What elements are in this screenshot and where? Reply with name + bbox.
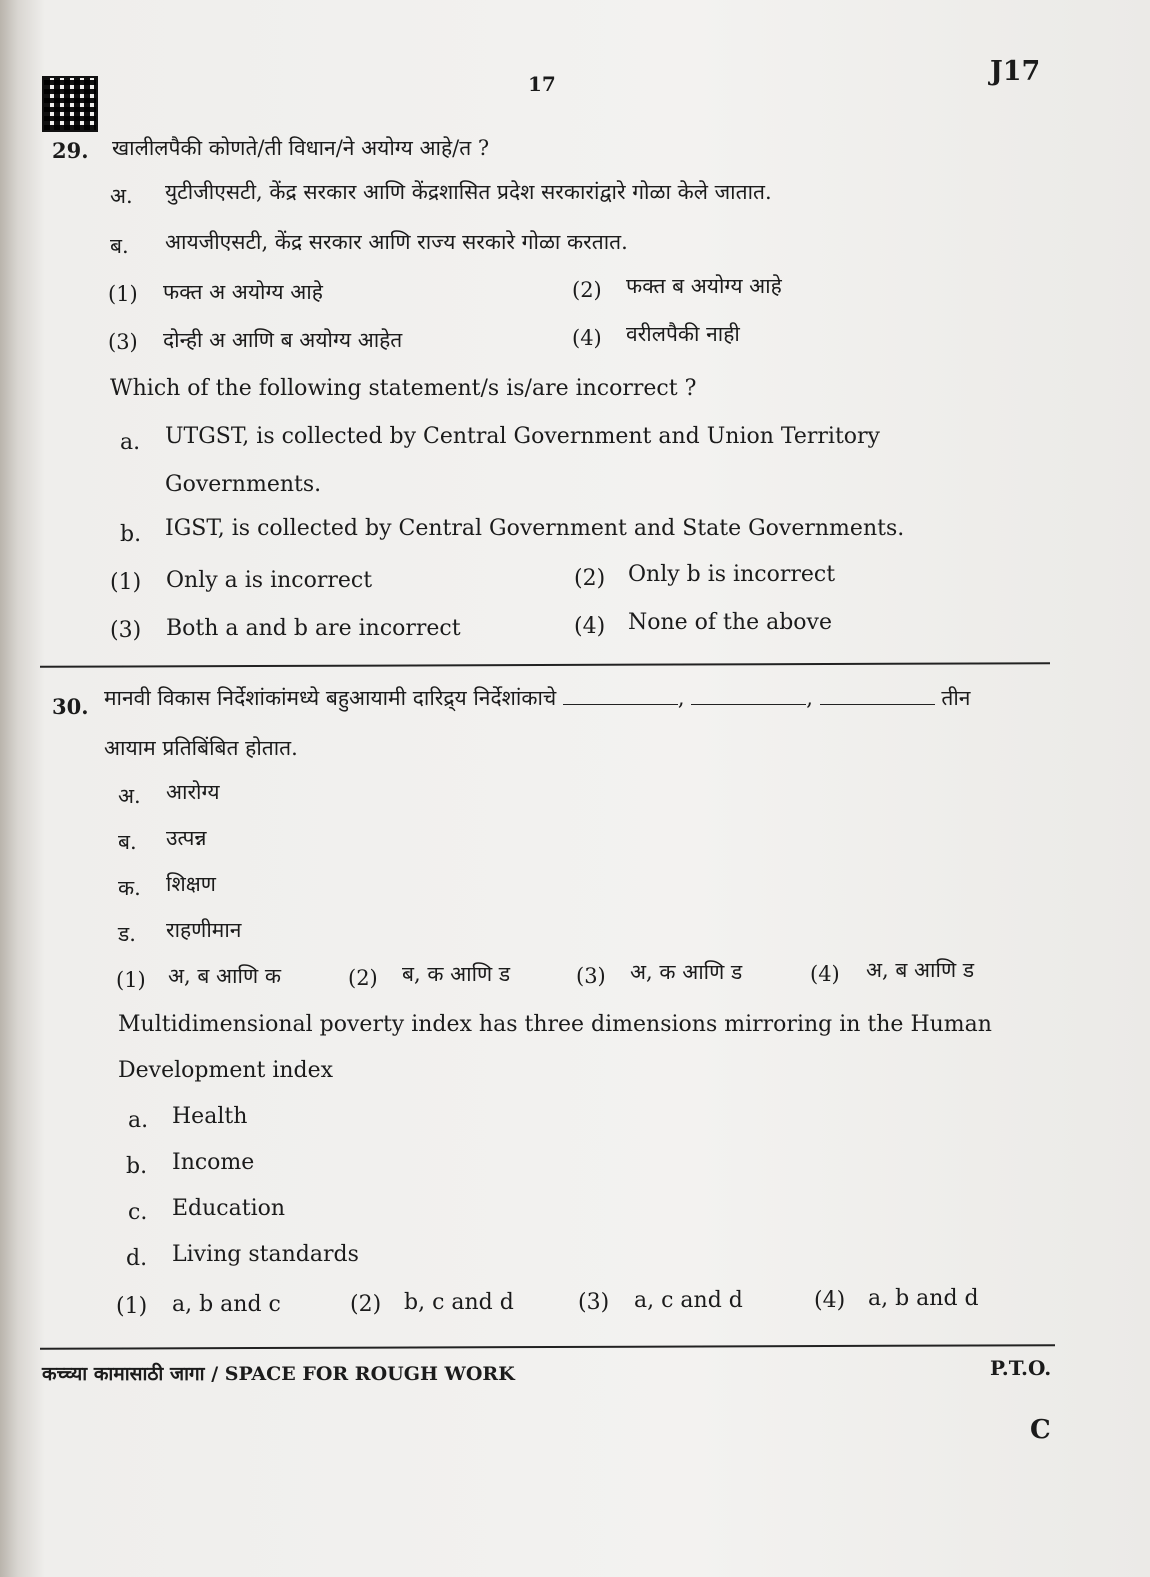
question-text-marathi: मानवी विकास निर्देशांकांमध्ये बहुआयामी दारिद्र्य निर्देशांकाचे , , तीन: [104, 686, 971, 710]
question-text-marathi: खालीलपैकी कोणते/ती विधान/ने अयोग्य आहे/त ?: [112, 136, 490, 160]
option-text: ब, क आणि ड: [402, 962, 511, 986]
option-text: फक्त अ अयोग्य आहे: [163, 280, 323, 304]
rough-work-label: कच्च्या कामासाठी जागा / SPACE FOR ROUGH WORK: [42, 1363, 515, 1385]
item-text: Living standards: [172, 1242, 359, 1267]
item-text: शिक्षण: [166, 872, 216, 896]
option-number: (1): [110, 570, 142, 595]
option-number: (4): [814, 1288, 846, 1313]
item-text: Health: [172, 1104, 248, 1129]
question-text-english: Multidimensional poverty index has three dimensions mirroring in the Human: [118, 1012, 992, 1037]
option-number: (4): [810, 962, 840, 986]
statement-label: ब.: [110, 234, 129, 258]
option-text: अ, ब आणि क: [168, 964, 281, 988]
item-label: d.: [126, 1246, 148, 1271]
statement-text: IGST, is collected by Central Government and State Governments.: [165, 516, 905, 541]
statement-text: UTGST, is collected by Central Government and Union Territory: [165, 424, 880, 449]
item-label: ब.: [118, 830, 137, 854]
fill-blank: [820, 703, 935, 705]
option-text: b, c and d: [404, 1290, 514, 1315]
option-text: वरीलपैकी नाही: [626, 322, 740, 346]
item-label: अ.: [118, 784, 141, 808]
option-text: a, b and d: [868, 1286, 979, 1311]
item-label: b.: [126, 1154, 148, 1179]
option-number: (2): [348, 966, 378, 990]
page-number: 17: [528, 72, 556, 96]
option-text: Both a and b are incorrect: [166, 616, 461, 641]
item-label: c.: [128, 1200, 148, 1225]
option-text: None of the above: [628, 610, 832, 635]
option-number: (1): [116, 1294, 148, 1319]
question-divider: [40, 662, 1050, 668]
statement-text: आयजीएसटी, केंद्र सरकार आणि राज्य सरकारे गोळा करतात.: [165, 230, 628, 254]
item-text: उत्पन्न: [166, 826, 207, 850]
footer-divider: [40, 1344, 1055, 1350]
item-text: Income: [172, 1150, 255, 1175]
option-text: Only a is incorrect: [166, 568, 373, 593]
option-number: (3): [576, 964, 606, 988]
option-number: (1): [108, 282, 138, 306]
option-text: Only b is incorrect: [628, 562, 836, 587]
fill-blank: [563, 703, 678, 705]
option-number: (4): [574, 614, 606, 639]
statement-label: a.: [120, 430, 141, 455]
option-number: (4): [572, 326, 602, 350]
option-number: (2): [350, 1292, 382, 1317]
question-text-english: Development index: [118, 1058, 334, 1083]
question-text-english: Which of the following statement/s is/are incorrect ?: [110, 376, 697, 401]
option-text: a, c and d: [634, 1288, 743, 1313]
item-label: a.: [128, 1108, 149, 1133]
question-number: 29.: [52, 138, 89, 163]
option-number: (2): [572, 278, 602, 302]
option-number: (3): [578, 1290, 610, 1315]
option-text: फक्त ब अयोग्य आहे: [626, 274, 782, 298]
fill-blank: [691, 703, 806, 705]
statement-text: Governments.: [165, 472, 322, 497]
option-text: अ, ब आणि ड: [866, 958, 975, 982]
option-number: (1): [116, 968, 146, 992]
question-number: 30.: [52, 694, 89, 719]
option-number: (3): [108, 330, 138, 354]
option-text: a, b and c: [172, 1292, 281, 1317]
item-label: ड.: [118, 922, 136, 946]
option-text: अ, क आणि ड: [630, 960, 743, 984]
series-code: C: [1030, 1415, 1051, 1445]
statement-text: युटीजीएसटी, केंद्र सरकार आणि केंद्रशासित प्रदेश सरकारांद्वारे गोळा केले जातात.: [165, 180, 772, 204]
statement-label: अ.: [110, 184, 133, 208]
qr-code-icon: [42, 76, 98, 132]
paper-code: J17: [990, 56, 1041, 87]
question-text-marathi: आयाम प्रतिबिंबित होतात.: [104, 736, 298, 760]
statement-label: b.: [120, 522, 142, 547]
option-number: (2): [574, 566, 606, 591]
option-number: (3): [110, 618, 142, 643]
option-text: दोन्ही अ आणि ब अयोग्य आहेत: [163, 328, 403, 352]
item-text: Education: [172, 1196, 286, 1221]
item-text: राहणीमान: [166, 918, 242, 942]
item-text: आरोग्य: [166, 780, 220, 804]
pto-label: P.T.O.: [990, 1356, 1052, 1380]
item-label: क.: [118, 876, 141, 900]
